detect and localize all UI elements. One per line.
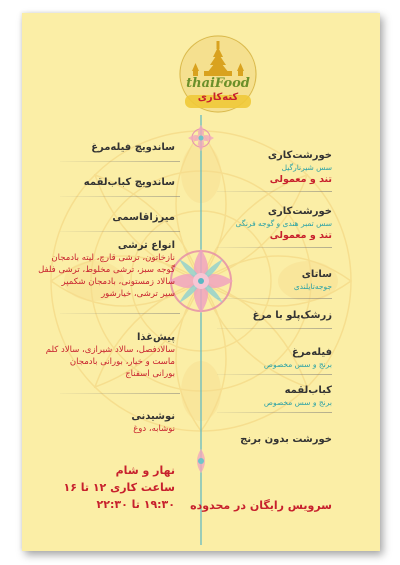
item-name: پیش‌غذا xyxy=(136,332,175,343)
item-line: سیر ترشی، خیارشور xyxy=(101,289,175,299)
menu-item-curry-tamarind xyxy=(194,205,332,242)
brand-subtitle: کته‌کاری xyxy=(197,92,239,103)
divider xyxy=(60,161,180,162)
item-line: ماست و خیار، بورانی بادمجان xyxy=(69,357,175,367)
item-name: ساندویچ فیله‌مرغ xyxy=(91,142,175,153)
item-name: نوشیدنی xyxy=(131,411,175,422)
item-line: بورانی اسفناج xyxy=(125,369,175,379)
item-name: ساتای xyxy=(301,269,332,280)
divider xyxy=(217,298,332,299)
item-line: گوجه سبز، ترشی مخلوط، ترشی فلفل xyxy=(38,265,175,275)
hours-title: نهار و شام xyxy=(115,464,175,477)
divider xyxy=(217,247,332,248)
hours-line-1: ساعت کاری ۱۲ تا ۱۶ xyxy=(63,481,175,494)
item-name: خورشت بدون برنج xyxy=(240,434,332,445)
delivery-note: سرویس رایگان در محدوده xyxy=(190,499,332,512)
item-description: سس شیرنارگیل xyxy=(281,163,332,172)
divider xyxy=(60,313,180,314)
menu-item-mirza-ghasemi xyxy=(112,211,175,224)
divider xyxy=(217,328,332,329)
divider xyxy=(217,412,332,413)
item-name: ساندویچ کباب‌لقمه xyxy=(83,177,175,188)
item-description: سس تمبر هندی و گوجه فرنگی xyxy=(235,219,332,228)
item-description: برنج و سس مخصوص xyxy=(263,360,332,369)
divider xyxy=(60,231,180,232)
item-name: کباب‌لقمه xyxy=(284,385,332,396)
menu-page xyxy=(22,13,380,551)
item-description: برنج و سس مخصوص xyxy=(263,398,332,407)
item-name: خورشت‌کاری xyxy=(267,150,332,161)
item-name: انواع ترشی xyxy=(117,240,175,251)
item-note: تند و معمولی xyxy=(269,230,332,241)
item-description: جوجه‌تایلندی xyxy=(293,282,332,291)
menu-item-satay xyxy=(194,268,332,292)
menu-item-curry-no-rice xyxy=(194,433,332,446)
item-name: میرزاقاسمی xyxy=(112,212,175,223)
divider xyxy=(60,393,180,394)
item-line: سالادفصل، سالاد شیرازی، سالاد کلم xyxy=(45,345,175,355)
menu-item-curry-coconut xyxy=(194,149,332,186)
menu-item-drinks xyxy=(131,410,175,435)
item-line: نازخاتون، ترشی قارچ، لیته بادمجان xyxy=(51,253,175,263)
item-name: فیله‌مرغ xyxy=(291,347,332,358)
brand-name: thaiFood xyxy=(186,76,250,91)
menu-item-kebab-sandwich xyxy=(84,176,175,189)
divider xyxy=(217,191,332,192)
menu-item-zereshk-polo xyxy=(194,309,332,322)
item-name: خورشت‌کاری xyxy=(267,206,332,217)
opening-hours xyxy=(63,463,175,513)
hours-line-2: ۱۹:۳۰ تا ۲۲:۳۰ xyxy=(96,498,175,511)
menu-item-chicken-fillet xyxy=(194,346,332,370)
item-line: نوشابه، دوغ xyxy=(133,424,175,434)
item-note: تند و معمولی xyxy=(269,174,332,185)
brand-logo xyxy=(179,35,257,113)
item-line: سالاد زمستونی، بادمجان شکمپر xyxy=(61,277,175,287)
item-name: زرشک‌پلو با مرغ xyxy=(252,310,332,321)
divider xyxy=(217,374,332,375)
menu-item-kebab-loghmeh xyxy=(194,384,332,408)
menu-item-pickles xyxy=(38,239,175,300)
menu-item-appetizers xyxy=(46,331,175,380)
menu-item-fillet-sandwich xyxy=(91,141,175,154)
divider xyxy=(60,196,180,197)
